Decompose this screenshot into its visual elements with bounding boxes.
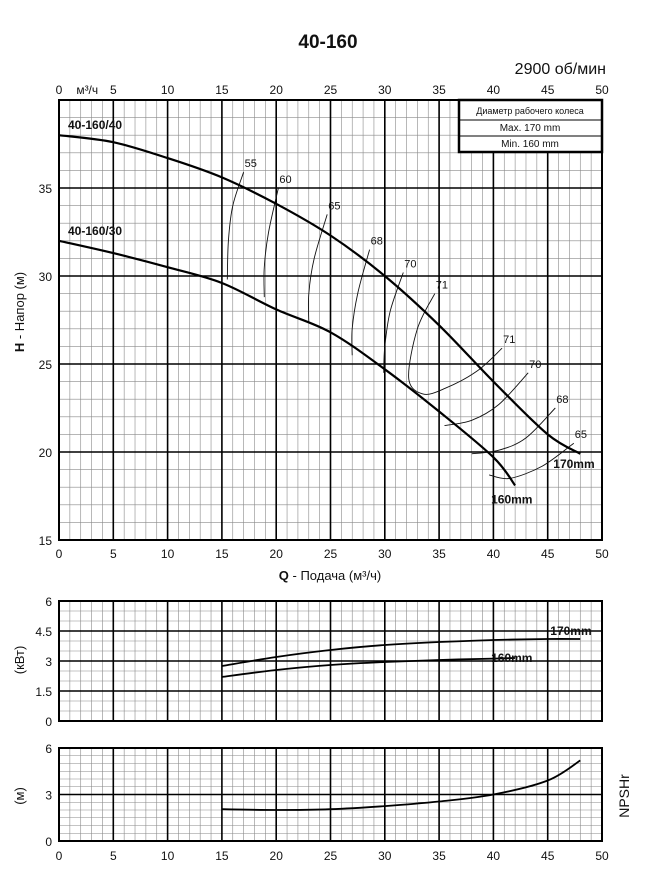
efficiency-label: 60 xyxy=(279,174,292,186)
labels-layer xyxy=(35,83,609,863)
y-tick-label: 25 xyxy=(38,358,52,372)
power-y-axis-label: (кВт) xyxy=(12,645,27,675)
npsh-x-tick-label: 15 xyxy=(215,849,229,863)
diameter-legend-header: Диаметр рабочего колеса xyxy=(476,106,584,116)
npsh-x-tick-label: 30 xyxy=(378,849,392,863)
top-axis-unit: м³/ч xyxy=(76,83,99,97)
head-curve-name-label: 40-160/30 xyxy=(68,223,123,238)
top-tick-label: 0 xyxy=(55,83,63,97)
npsh-x-tick-label: 20 xyxy=(269,849,283,863)
power-y-tick-label: 4.5 xyxy=(35,625,52,639)
x-tick-label: 30 xyxy=(378,547,392,561)
diameter-legend-min: Min. 160 mm xyxy=(501,139,559,150)
speed-label: 2900 об/мин xyxy=(514,61,606,78)
top-tick-label: 35 xyxy=(432,83,446,97)
top-tick-label: 20 xyxy=(269,83,283,97)
power-y-tick-label: 3 xyxy=(45,655,52,669)
top-tick-label: 15 xyxy=(215,83,229,97)
x-tick-label: 15 xyxy=(215,547,229,561)
efficiency-isolines xyxy=(227,172,574,479)
efficiency-label: 71 xyxy=(503,334,516,347)
efficiency-label: 65 xyxy=(574,429,588,442)
y-tick-label: 15 xyxy=(38,534,52,548)
y-tick-label: 20 xyxy=(38,446,52,460)
top-tick-label: 30 xyxy=(378,83,392,97)
npsh-x-tick-label: 45 xyxy=(541,849,555,863)
head-curve-name-label: 40-160/40 xyxy=(68,118,123,133)
chart-title: 40-160 xyxy=(298,32,358,53)
flow-x-axis-label: Q - Подача (м³/ч) xyxy=(278,568,382,583)
npsh-x-tick-label: 5 xyxy=(109,849,117,863)
top-tick-label: 10 xyxy=(160,83,175,97)
efficiency-label: 68 xyxy=(556,394,569,406)
y-tick-label: 30 xyxy=(38,270,52,284)
power-curve-label: 170mm xyxy=(550,624,592,638)
efficiency-label: 68 xyxy=(370,235,383,248)
efficiency-isoline-4 xyxy=(384,273,404,373)
top-tick-label: 40 xyxy=(486,83,501,97)
npsh-x-tick-label: 0 xyxy=(55,849,63,863)
npsh-x-tick-label: 10 xyxy=(160,849,175,863)
power-y-tick-label: 1.5 xyxy=(35,685,52,699)
npsh-x-tick-label: 35 xyxy=(432,849,446,863)
efficiency-label: 70 xyxy=(404,258,417,271)
efficiency-label: 70 xyxy=(529,358,542,371)
head-curve-end-label: 170mm xyxy=(553,456,595,471)
x-tick-label: 20 xyxy=(269,547,283,561)
x-tick-label: 45 xyxy=(541,547,555,561)
head-curve-end-label: 160mm xyxy=(491,492,533,507)
efficiency-label: 65 xyxy=(328,200,341,213)
diameter-legend xyxy=(459,100,602,152)
diameter-legend-max: Max. 170 mm xyxy=(499,123,561,134)
npsh-x-tick-label: 25 xyxy=(323,849,338,863)
efficiency-label: 71 xyxy=(435,279,449,292)
power-y-tick-label: 6 xyxy=(45,595,52,609)
x-tick-label: 5 xyxy=(109,547,117,561)
npsh-right-label: NPSHr xyxy=(616,774,632,818)
x-tick-label: 35 xyxy=(432,547,446,561)
x-tick-label: 50 xyxy=(595,547,609,561)
npsh-y-axis-label: (м) xyxy=(12,787,27,805)
top-tick-label: 50 xyxy=(595,83,609,97)
x-tick-label: 25 xyxy=(323,547,338,561)
efficiency-isoline-3 xyxy=(352,250,370,356)
npsh-x-tick-label: 40 xyxy=(486,849,501,863)
x-tick-label: 40 xyxy=(486,547,501,561)
npsh-x-tick-label: 50 xyxy=(595,849,609,863)
top-tick-label: 25 xyxy=(323,83,338,97)
head-y-axis-label: H - Напор (м) xyxy=(12,271,27,353)
npsh-y-tick-label: 3 xyxy=(45,788,52,803)
efficiency-label: 55 xyxy=(244,158,257,171)
npsh-y-tick-label: 0 xyxy=(45,835,52,849)
power-curve-label: 160mm xyxy=(491,651,533,665)
top-tick-label: 45 xyxy=(541,83,555,97)
npsh-y-tick-label: 6 xyxy=(45,742,52,756)
y-tick-label: 35 xyxy=(38,182,52,196)
top-tick-label: 5 xyxy=(109,83,117,97)
x-tick-label: 10 xyxy=(160,547,175,561)
x-tick-label: 0 xyxy=(55,547,63,561)
power-y-tick-label: 0 xyxy=(45,715,52,729)
